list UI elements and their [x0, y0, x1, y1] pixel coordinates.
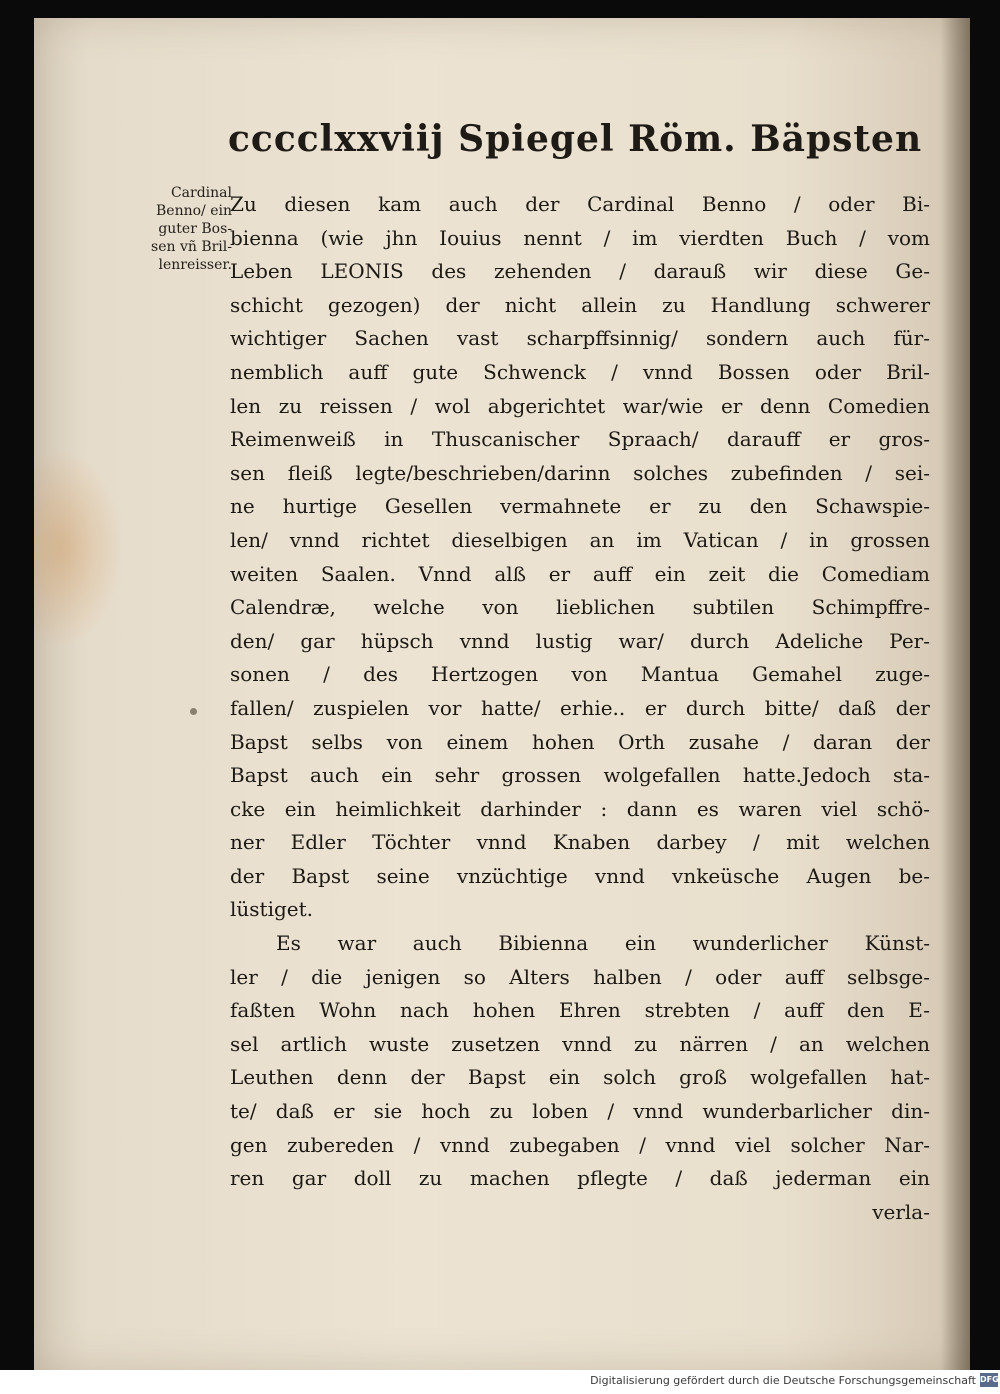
- text-line: faßten Wohn nach hohen Ehren strebten / auff den E-: [230, 998, 930, 1023]
- text-line: cke ein heimlichkeit darhinder : dann es waren viel schö-: [230, 796, 930, 821]
- text-line: ner Edler Töchter vnnd Knaben darbey / mit welchen: [230, 830, 930, 855]
- dfg-logo-icon: DFG: [980, 1373, 998, 1387]
- text-line: wichtiger Sachen vast scharpffsinnig/ sondern auch für-: [230, 326, 930, 351]
- text-line: te/ daß er sie hoch zu loben / vnnd wunderbarlicher din-: [230, 1099, 930, 1124]
- text-line: len zu reissen / wol abgerichtet war/wie er denn Comedien: [230, 393, 930, 418]
- page-spine-shadow: [940, 18, 970, 1370]
- text-line: sen fleiß legte/beschrieben/darinn solches zubefinden / sei-: [230, 460, 930, 485]
- page-stain: [34, 448, 124, 648]
- text-line: nemblich auff gute Schwenck / vnnd Bossen oder Bril-: [230, 359, 930, 384]
- ink-dot: [190, 708, 197, 715]
- marginal-note-line: lenreisser.: [158, 257, 232, 273]
- footer-credit: Digitalisierung gefördert durch die Deutsche Forschungsgemeinschaft: [590, 1374, 976, 1387]
- text-line: sonen / des Hertzogen von Mantua Gemahel zuge-: [230, 662, 930, 687]
- text-line: schicht gezogen) der nicht allein zu Handlung schwerer: [230, 292, 930, 317]
- marginal-note: [104, 184, 232, 274]
- text-line: Leben LEONIS des zehenden / darauß wir diese Ge-: [230, 259, 930, 284]
- text-line: gen zubereden / vnnd zubegaben / vnnd viel solcher Nar-: [230, 1132, 930, 1157]
- catchword: verla-: [872, 1199, 930, 1224]
- text-line: sel artlich wuste zusetzen vnnd zu närren / an welchen: [230, 1031, 930, 1056]
- text-line: Bapst auch ein sehr grossen wolgefallen hatte.Jedoch sta-: [230, 763, 930, 788]
- text-line: der Bapst seine vnzüchtige vnnd vnkeüsche Augen be-: [230, 863, 930, 888]
- marginal-note-line: sen vñ Bril-: [151, 239, 232, 255]
- text-line: Es war auch Bibienna ein wunderlicher Künst-: [276, 931, 930, 956]
- text-line: Zu diesen kam auch der Cardinal Benno / oder Bi-: [230, 192, 930, 216]
- text-line: ne hurtige Gesellen vermahnete er zu den Schawspie-: [230, 494, 930, 519]
- text-line: len/ vnnd richtet dieselbigen an im Vatican / in grossen: [230, 527, 930, 552]
- text-line: lüstiget.: [230, 897, 314, 922]
- text-line: Reimenweiß in Thuscanischer Spraach/ darauff er gros-: [230, 427, 930, 452]
- marginal-note-line: Cardinal: [170, 185, 232, 201]
- running-head: cccclxxviij Spiegel Röm. Bäpsten: [228, 118, 923, 160]
- text-line: fallen/ zuspielen vor hatte/ erhie.. er durch bitte/ daß der: [230, 695, 930, 720]
- text-line: Bapst selbs von einem hohen Orth zusahe / daran der: [230, 729, 930, 754]
- text-line: den/ gar hüpsch vnnd lustig war/ durch Adeliche Per-: [230, 628, 930, 653]
- text-line: Leuthen denn der Bapst ein solch groß wolgefallen hat-: [230, 1065, 930, 1090]
- text-line: Calendræ, welche von lieblichen subtilen Schimpffre-: [230, 595, 930, 620]
- footer-bar: [0, 1370, 1000, 1394]
- text-line: ler / die jenigen so Alters halben / oder auff selbsge-: [230, 964, 930, 989]
- marginal-note-line: Benno/ ein: [156, 203, 232, 219]
- text-line: ren gar doll zu machen pflegte / daß jederman ein: [230, 1166, 930, 1191]
- marginal-note-line: guter Bos-: [158, 221, 232, 237]
- body-text: [230, 188, 930, 1229]
- text-line: bienna (wie jhn Iouius nennt / im vierdten Buch / vom: [230, 225, 930, 250]
- text-line: weiten Saalen. Vnnd alß er auff ein zeit die Comediam: [230, 561, 930, 586]
